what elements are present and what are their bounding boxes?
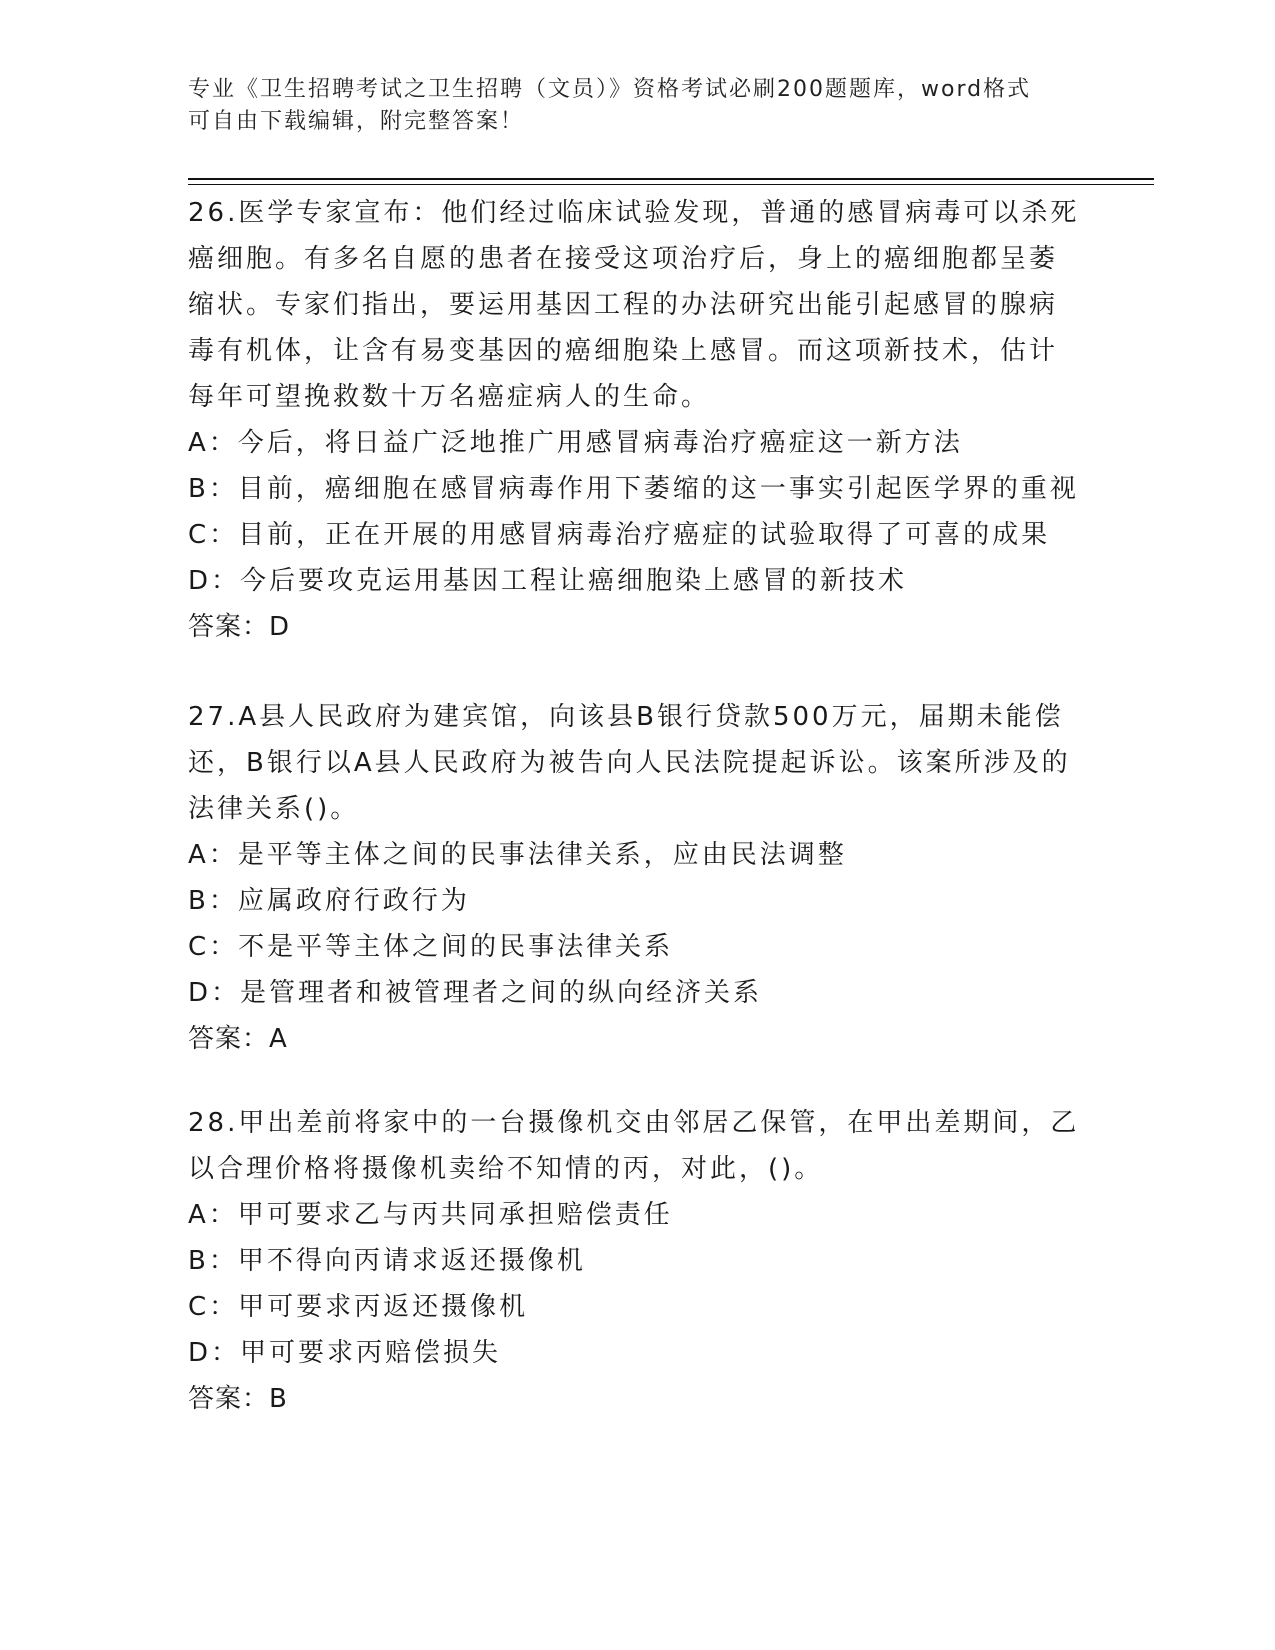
option-b: B：应属政府行政行为 xyxy=(188,886,470,916)
question-text-line: 癌细胞。有多名自愿的患者在接受这项治疗后，身上的癌细胞都呈萎 xyxy=(188,244,1059,274)
question-text-line: 以合理价格将摄像机卖给不知情的丙，对此，()。 xyxy=(188,1154,824,1184)
answer-label: 答案：A xyxy=(188,1024,288,1054)
question-28 xyxy=(188,1100,1088,1422)
question-26 xyxy=(188,190,1088,650)
question-text-line: 毒有机体，让含有易变基因的癌细胞染上感冒。而这项新技术，估计 xyxy=(188,336,1059,366)
option-a: A：甲可要求乙与丙共同承担赔偿责任 xyxy=(188,1200,673,1230)
question-text-line: 27.A县人民政府为建宾馆，向该县B银行贷款500万元，届期未能偿 xyxy=(188,702,1064,732)
question-27 xyxy=(188,694,1088,1062)
option-c: C：甲可要求丙返还摄像机 xyxy=(188,1292,529,1322)
header-divider-thick xyxy=(188,178,1154,180)
option-d: D：甲可要求丙赔偿损失 xyxy=(188,1338,502,1368)
page-header xyxy=(188,74,1068,138)
answer-label: 答案：D xyxy=(188,612,291,642)
question-text-line: 26.医学专家宣布：他们经过临床试验发现，普通的感冒病毒可以杀死 xyxy=(188,198,1080,228)
header-divider-thin xyxy=(188,184,1154,185)
question-text-line: 28.甲出差前将家中的一台摄像机交由邻居乙保管，在甲出差期间，乙 xyxy=(188,1108,1080,1138)
option-a: A：是平等主体之间的民事法律关系，应由民法调整 xyxy=(188,840,847,870)
header-line: 专业《卫生招聘考试之卫生招聘（文员）》资格考试必刷200题题库，word格式 xyxy=(188,77,1032,102)
option-d: D：今后要攻克运用基因工程让癌细胞染上感冒的新技术 xyxy=(188,566,908,596)
option-a: A：今后，将日益广泛地推广用感冒病毒治疗癌症这一新方法 xyxy=(188,428,963,458)
header-line: 可自由下载编辑，附完整答案！ xyxy=(188,109,525,134)
option-b: B：甲不得向丙请求返还摄像机 xyxy=(188,1246,586,1276)
question-text-line: 缩状。专家们指出，要运用基因工程的办法研究出能引起感冒的腺病 xyxy=(188,290,1059,320)
question-text-line: 每年可望挽救数十万名癌症病人的生命。 xyxy=(188,382,711,412)
option-c: C：目前，正在开展的用感冒病毒治疗癌症的试验取得了可喜的成果 xyxy=(188,520,1051,550)
option-c: C：不是平等主体之间的民事法律关系 xyxy=(188,932,674,962)
option-b: B：目前，癌细胞在感冒病毒作用下萎缩的这一事实引起医学界的重视 xyxy=(188,474,1079,504)
question-text-line: 还，B银行以A县人民政府为被告向人民法院提起诉讼。该案所涉及的 xyxy=(188,748,1071,778)
question-text-line: 法律关系()。 xyxy=(188,794,360,824)
option-d: D：是管理者和被管理者之间的纵向经济关系 xyxy=(188,978,763,1008)
answer-label: 答案：B xyxy=(188,1384,288,1414)
